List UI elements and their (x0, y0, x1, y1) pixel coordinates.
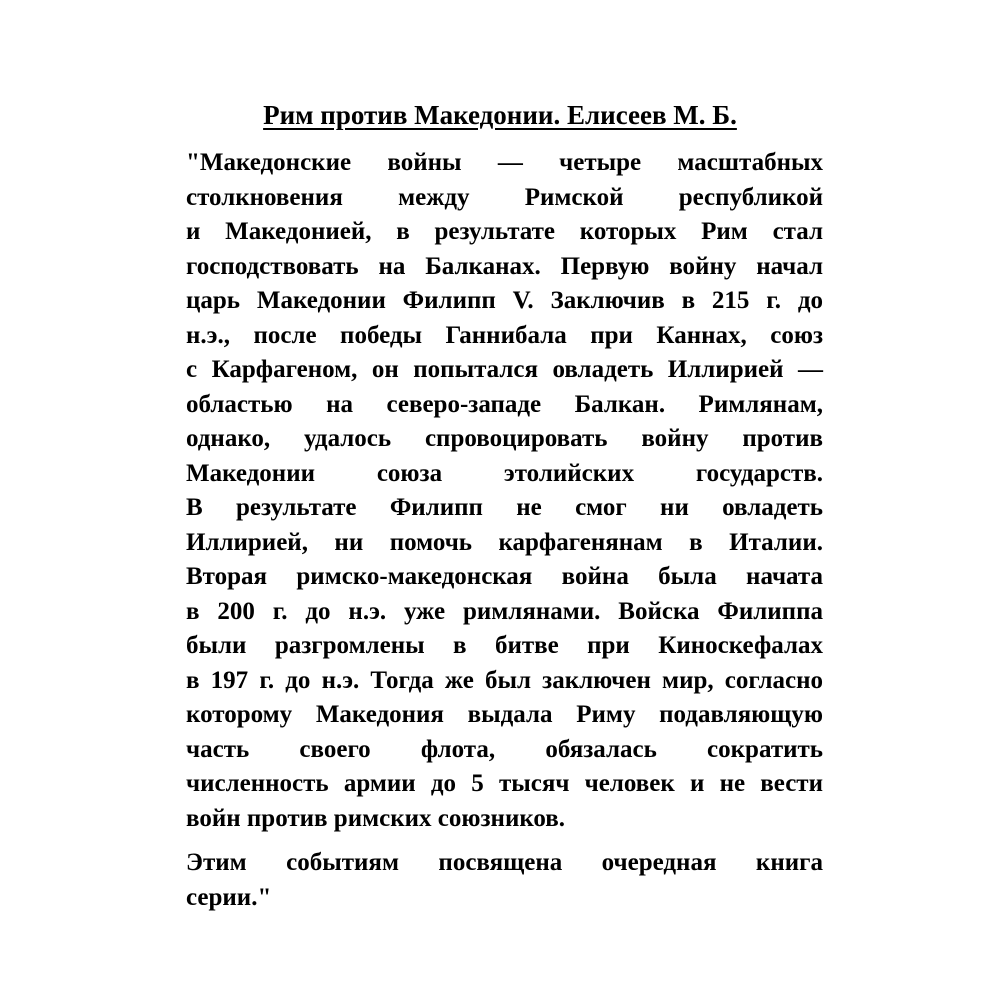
paragraph-gap (186, 836, 823, 846)
text-line: Этим событиям посвящена очередная книга (186, 849, 823, 876)
text-line: В результате Филипп не смог ни овладеть (186, 494, 823, 521)
text-line: Вторая римско-македонская война была начата (186, 563, 823, 590)
text-line: с Карфагеном, он попытался овладеть Иллирией — (186, 356, 823, 383)
page-title-text: Рим против Македонии. Елисеев М. Б. (263, 100, 737, 130)
paragraph-2 (186, 846, 823, 915)
text-line: "Македонские войны — четыре масштабных (186, 149, 823, 176)
text-line: и Македонией, в результате которых Рим стал (186, 218, 823, 245)
text-line: столкновения между Римской республикой (186, 183, 823, 211)
text-line: в 197 г. до н.э. Тогда же был заключен мир, согласно (186, 666, 823, 694)
text-line: были разгромлены в битве при Киноскефалах (186, 632, 823, 659)
text-line: Иллирией, ни помочь карфагенянам в Италии. (186, 528, 823, 556)
document-body (186, 146, 823, 915)
page-title (0, 98, 1000, 132)
paragraph-1 (186, 146, 823, 836)
text-line: в 200 г. до н.э. уже римлянами. Войска Филиппа (186, 597, 823, 625)
text-line: войн против римских союзников. (186, 804, 566, 832)
text-line: Македонии союза этолийских государств. (186, 459, 823, 487)
text-line: господствовать на Балканах. Первую войну начал (186, 252, 823, 280)
text-line: областью на северо-западе Балкан. Римлянам, (186, 390, 823, 418)
text-line: которому Македония выдала Риму подавляющую (186, 701, 823, 728)
text-line: царь Македонии Филипп V. Заключив в 215 г. до (186, 287, 823, 314)
text-line: численность армии до 5 тысяч человек и не вести (186, 770, 823, 797)
text-line: н.э., после победы Ганнибала при Каннах, союз (186, 321, 823, 349)
text-line: серии." (186, 883, 272, 911)
text-line: однако, удалось спровоцировать войну против (186, 425, 823, 452)
text-line: часть своего флота, обязалась сократить (186, 735, 823, 763)
